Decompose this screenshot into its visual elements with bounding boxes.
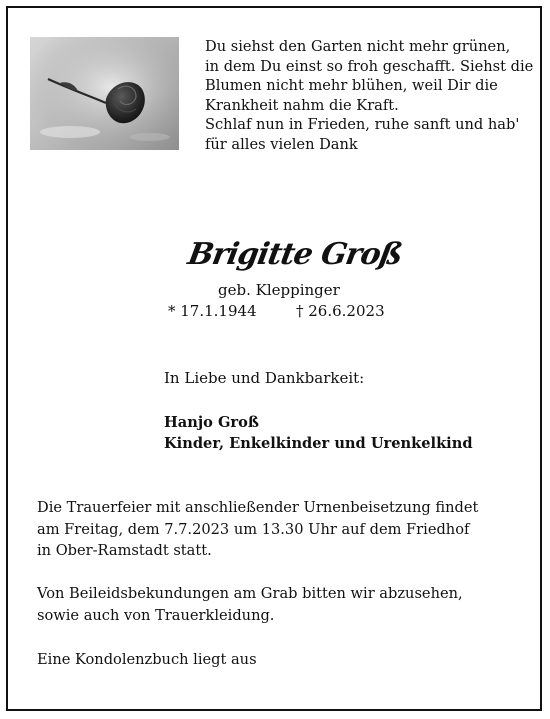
funeral-service-text (37, 497, 478, 562)
poem-line: in dem Du einst so froh geschafft. Siehst die (205, 57, 534, 75)
deceased-name: Brigitte Groß (185, 237, 405, 272)
deceased-name-signature (185, 222, 405, 284)
service-line: am Freitag, dem 7.7.2023 um 13.30 Uhr auf dem Friedhof (37, 520, 470, 538)
thanks-heading: In Liebe und Dankbarkeit: (164, 369, 365, 387)
mourner-line: Hanjo Groß (164, 414, 259, 431)
poem-line: Krankheit nahm die Kraft. (205, 96, 399, 114)
rose-icon (30, 37, 179, 150)
condolence-line: sowie auch von Trauerkleidung. (37, 606, 275, 624)
condolence-book-note: Eine Kondolenzbuch liegt aus (37, 651, 257, 668)
death-date: † 26.6.2023 (296, 302, 385, 320)
rose-photo (30, 37, 179, 150)
mourners (164, 412, 473, 454)
mourner-line: Kinder, Enkelkinder und Urenkelkind (164, 435, 473, 452)
poem-line: Blumen nicht mehr blühen, weil Dir die (205, 77, 498, 95)
birth-name: geb. Kleppinger (218, 281, 340, 299)
life-dates (168, 301, 385, 321)
poem-line: Du siehst den Garten nicht mehr grünen, (205, 38, 511, 55)
condolence-text (37, 583, 463, 626)
service-line: in Ober-Ramstadt statt. (37, 542, 212, 559)
poem (205, 37, 534, 155)
service-line: Die Trauerfeier mit anschließender Urnenbeisetzung findet (37, 499, 479, 516)
condolence-line: Von Beileidsbekundungen am Grab bitten wir abzusehen, (37, 585, 463, 602)
poem-line: für alles vielen Dank (205, 135, 358, 153)
birth-date: * 17.1.1944 (168, 302, 257, 320)
poem-line: Schlaf nun in Frieden, ruhe sanft und hab' (205, 116, 520, 134)
